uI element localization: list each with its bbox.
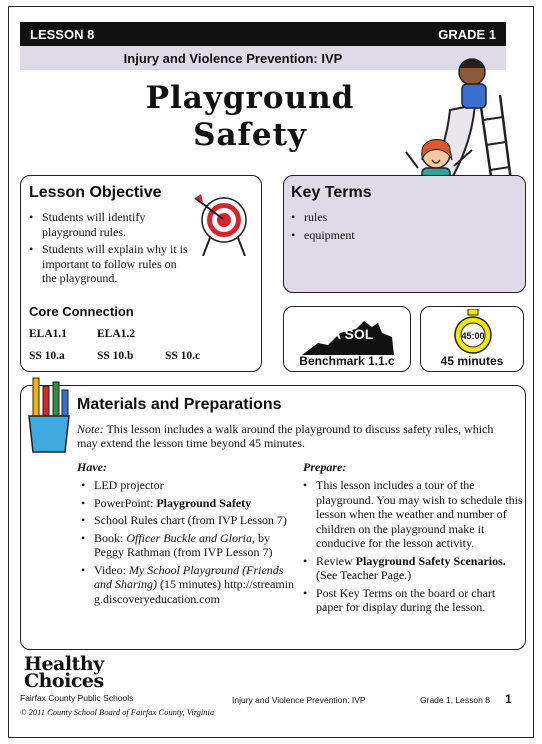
unit-subtitle: Injury and Violence Prevention: IVP [20,46,506,70]
grade-level: GRADE 1 [438,26,496,42]
clock-readout: 45:00 [461,331,485,341]
have-item: • School Rules chart (from IVP Lesson 7) [81,513,301,528]
key-terms-box [283,175,526,293]
have-item: • Book: Officer Buckle and Gloria, by Peggy Rathman (from IVP Lesson 7) [81,531,301,560]
pencil-cup-icon [25,376,73,454]
duration-box [420,306,524,372]
prepare-item: • Post Key Terms on the board or chart paper for display during the lesson. [303,586,523,615]
lesson-objective-box [20,175,262,372]
materials-box [20,385,526,650]
key-term: • rules [291,210,355,225]
key-terms-list [291,210,355,245]
virginia-map-icon [298,315,398,359]
benchmark-label: Benchmark 1.1.c [299,354,395,368]
benchmark-box [283,306,411,372]
footer-copyright: © 2011 County School Board of Fairfax County, Virginia [20,707,215,717]
core-standard: ELA1.1 [29,328,68,340]
core-standard: SS 10.a [29,350,65,362]
core-standard: SS 10.c [165,350,201,362]
have-item: • LED projector [81,478,301,493]
prepare-heading: Prepare: [303,460,347,474]
healthy-choices-logo: Healthy Choices [24,653,104,692]
have-list [81,478,301,609]
core-standard: ELA1.2 [97,328,136,340]
materials-note: Note: This lesson includes a walk around the playground to discuss safety rules, which may extend the lesson time beyond 45 minutes. [77,422,494,450]
footer-topic: Injury and Violence Prevention: IVP [232,695,366,705]
prepare-list [303,478,523,618]
lesson-number: LESSON 8 [30,26,95,42]
objective-item: • Students will identify playground rules. [29,210,189,239]
va-sol-badge: VA SOL [322,326,374,342]
have-heading: Have: [77,460,107,474]
have-item: • PowerPoint: Playground Safety [81,496,301,511]
objective-heading: Lesson Objective [29,184,162,201]
materials-heading: Materials and Preparations [77,396,282,413]
objective-item: • Students will explain why it is important to follow rules on the playground. [29,242,189,286]
page-number: 1 [505,692,512,706]
page-title: Playground Safety [145,80,355,153]
key-term: • equipment [291,228,355,243]
key-terms-heading: Key Terms [291,184,372,201]
target-icon [193,190,255,256]
prepare-item: • Review Playground Safety Scenarios. (See Teacher Page.) [303,554,523,583]
core-connection-heading: Core Connection [29,304,134,319]
core-standard: SS 10.b [97,350,134,362]
footer-school: Fairfax County Public Schools [20,693,134,703]
duration-label: 45 minutes [440,354,504,368]
prepare-item: • This lesson includes a tour of the playground. You may wish to schedule this lesson when the weather and number of children on the playground make it conducive for the lesson activity. [303,478,523,551]
footer-grade-lesson: Grade 1, Lesson 8 [420,695,490,705]
have-item: • Video: My School Playground (Friends and Sharing) (15 minutes) http://streaming.discoveryeducation.com [81,563,301,607]
objective-list [29,210,189,289]
stopwatch-icon [451,309,495,355]
header-band [20,22,506,46]
